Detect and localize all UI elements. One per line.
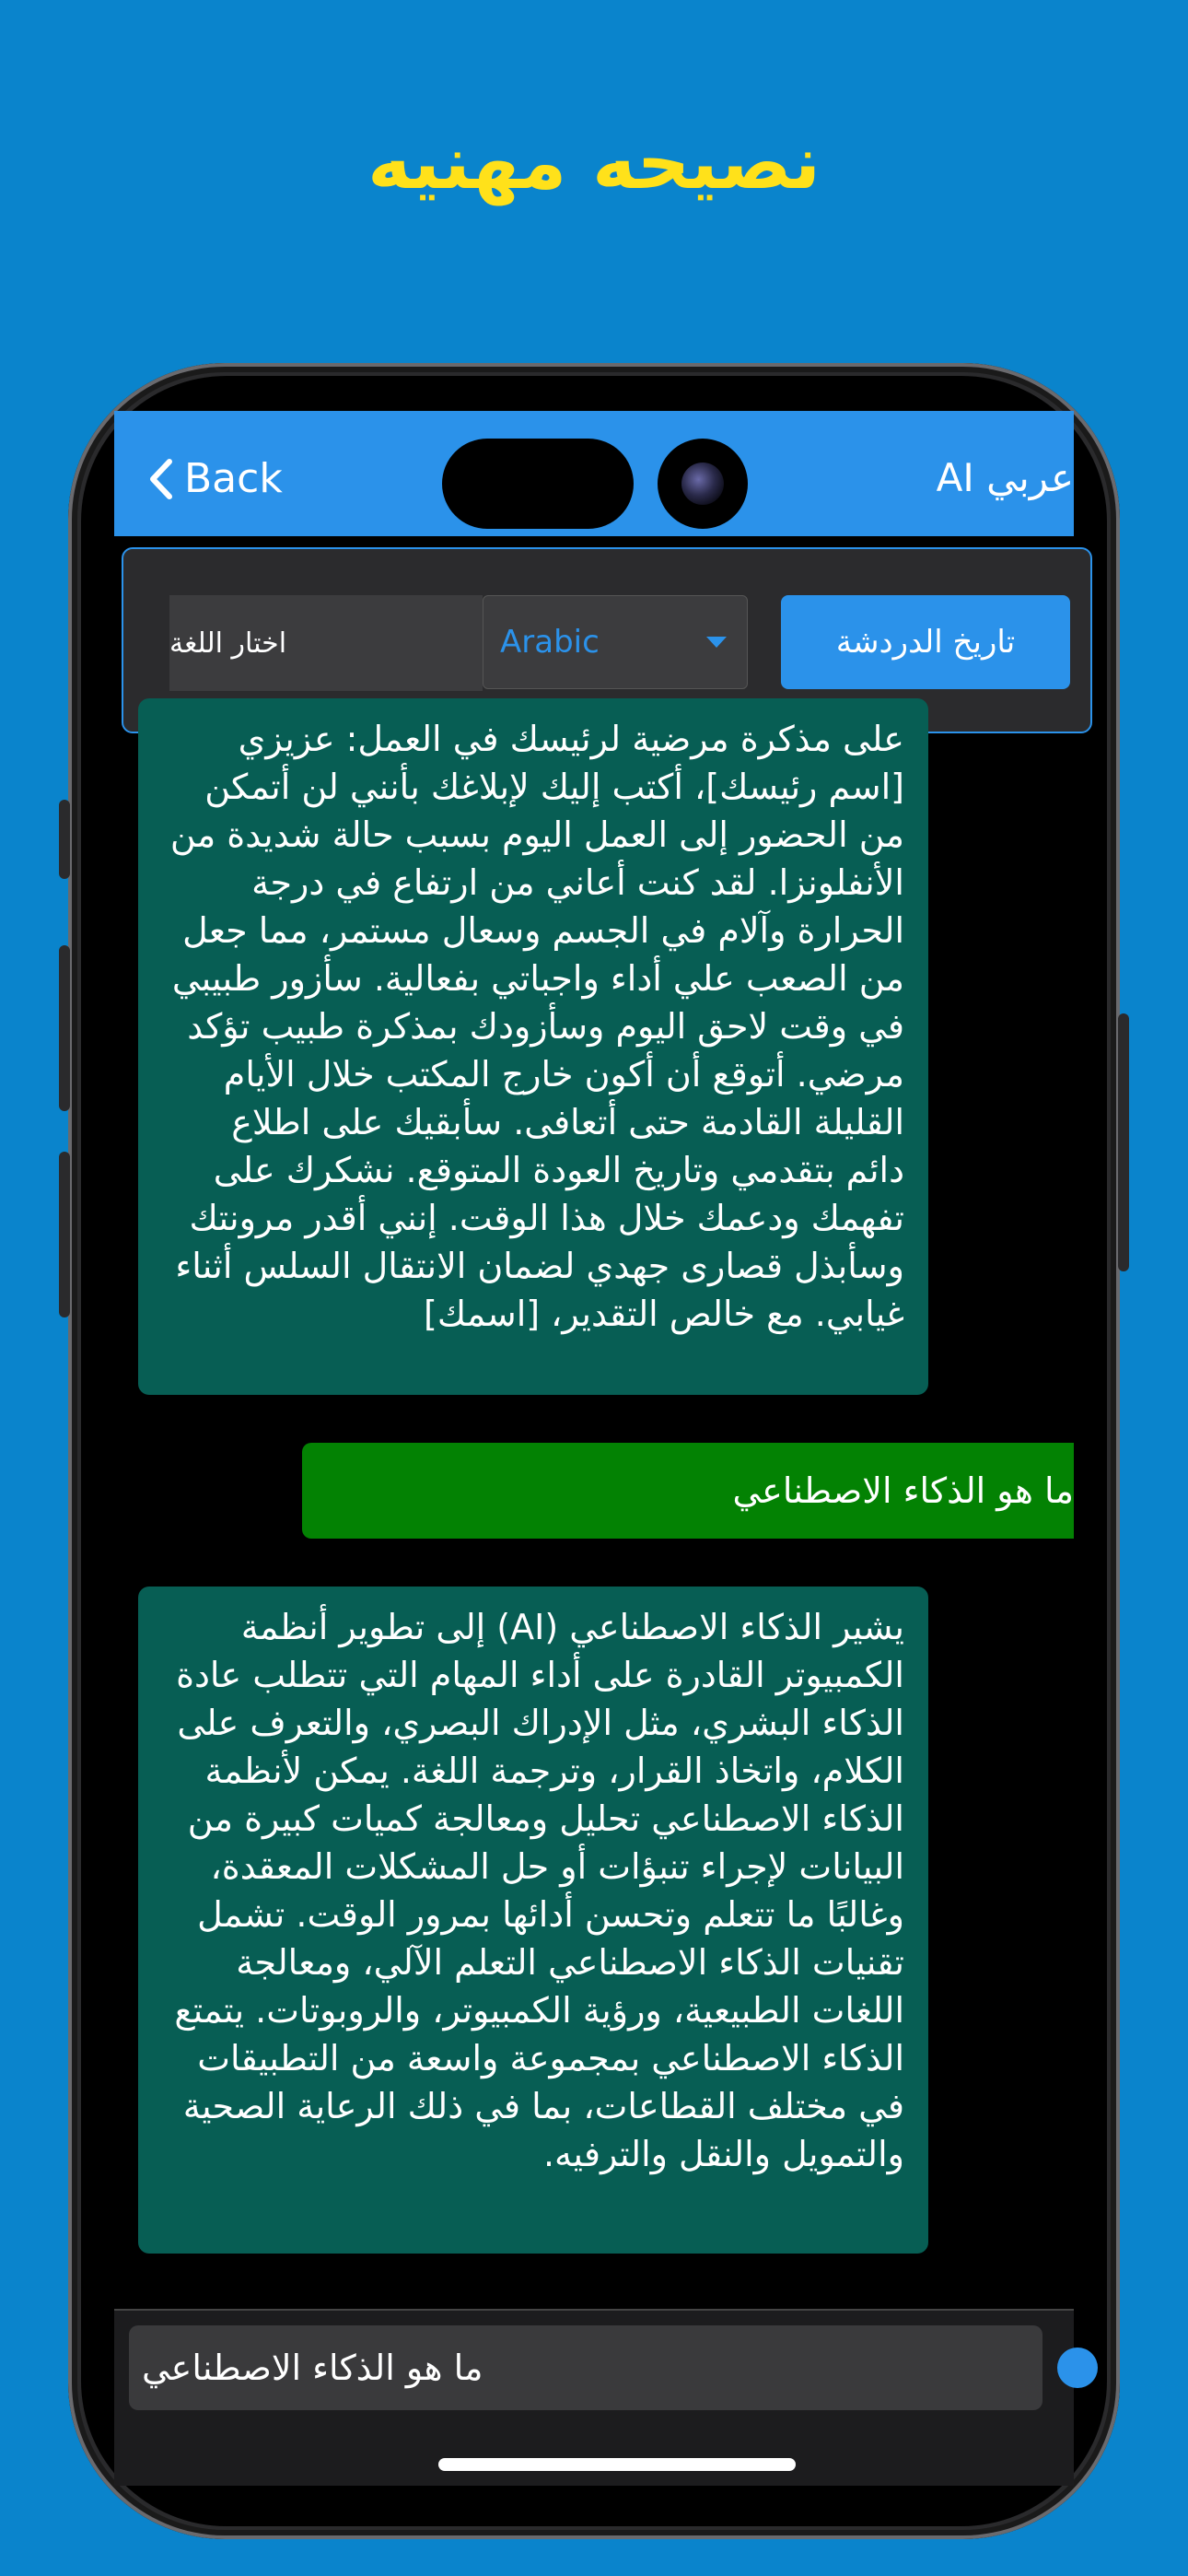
dynamic-island — [442, 439, 634, 529]
assistant-message: يشير الذكاء الاصطناعي (AI) إلى تطوير أنظمة الكمبيوتر القادرة على أداء المهام التي تتطلب عادة الذكاء البشري، مثل الإدراك البصري، والتعرف على الكلام، واتخاذ القرار، وترجمة اللغة. يمكن لأنظمة الذكاء الاصطناعي تحليل ومعالجة كميات كبيرة من البيانات لإجراء تنبؤات أو حل المشكلات المعقدة، وغالبًا ما تتعلم وتحسن أدائها بمرور الوقت. تشمل تقنيات الذكاء الاصطناعي التعلم الآلي، ومعالجة اللغات الطبيعية، ورؤية الكمبيوتر، والروبوتات. يتمتع الذكاء الاصطناعي بمجموعة واسعة من التطبيقات في مختلف القطاعات، بما في ذلك الرعاية الصحية والتمويل والنقل والترفيه. — [138, 1587, 928, 2254]
phone-screen — [114, 411, 1074, 2484]
language-label: اختار اللغة — [169, 595, 483, 691]
chat-area[interactable] — [114, 719, 1074, 2338]
side-button — [1118, 1013, 1129, 1271]
back-button[interactable] — [147, 455, 283, 502]
assistant-message: على مذكرة مرضية لرئيسك في العمل: عزيزي [اسم رئيسك]، أكتب إليك لإبلاغك بأنني لن أتمكن من الحضور إلى العمل اليوم بسبب حالة شديدة من الأنفلونزا. لقد كنت أعاني من ارتفاع في درجة الحرارة وآلام في الجسم وسعال مستمر، مما جعل من الصعب علي أداء واجباتي بفعالية. سأزور طبيبي في وقت لاحق اليوم وسأزودك بمذكرة طبيب تؤكد مرضي. أتوقع أن أكون خارج المكتب خلال الأيام القليلة القادمة حتى أتعافى. سأبقيك على اطلاع دائم بتقدمي وتاريخ العودة المتوقع. نشكرك على تفهمك ودعمك خلال هذا الوقت. إنني أقدر مرونتك وسأبذل قصارى جهدي لضمان الانتقال السلس أثناء غيابي. مع خالص التقدير، [اسمك] — [138, 698, 928, 1395]
language-dropdown[interactable] — [483, 595, 748, 689]
message-input[interactable]: ما هو الذكاء الاصطناعي — [129, 2325, 1042, 2410]
chat-history-button[interactable]: تاريخ الدردشة — [781, 595, 1070, 689]
headline: نصيحه مهنيه — [367, 120, 821, 205]
camera-lens — [681, 463, 724, 505]
send-button[interactable] — [1057, 2348, 1098, 2388]
caret-down-icon — [706, 637, 727, 648]
chevron-left-icon — [147, 458, 175, 500]
side-button — [59, 1152, 70, 1317]
side-button — [59, 800, 70, 879]
user-message: ما هو الذكاء الاصطناعي — [302, 1443, 1074, 1539]
nav-title: عربي AI — [936, 455, 1074, 500]
selected-language: Arabic — [500, 624, 600, 661]
side-button — [59, 945, 70, 1111]
nav-bar — [114, 411, 1074, 536]
back-label: Back — [184, 455, 283, 502]
home-indicator[interactable] — [438, 2458, 796, 2471]
